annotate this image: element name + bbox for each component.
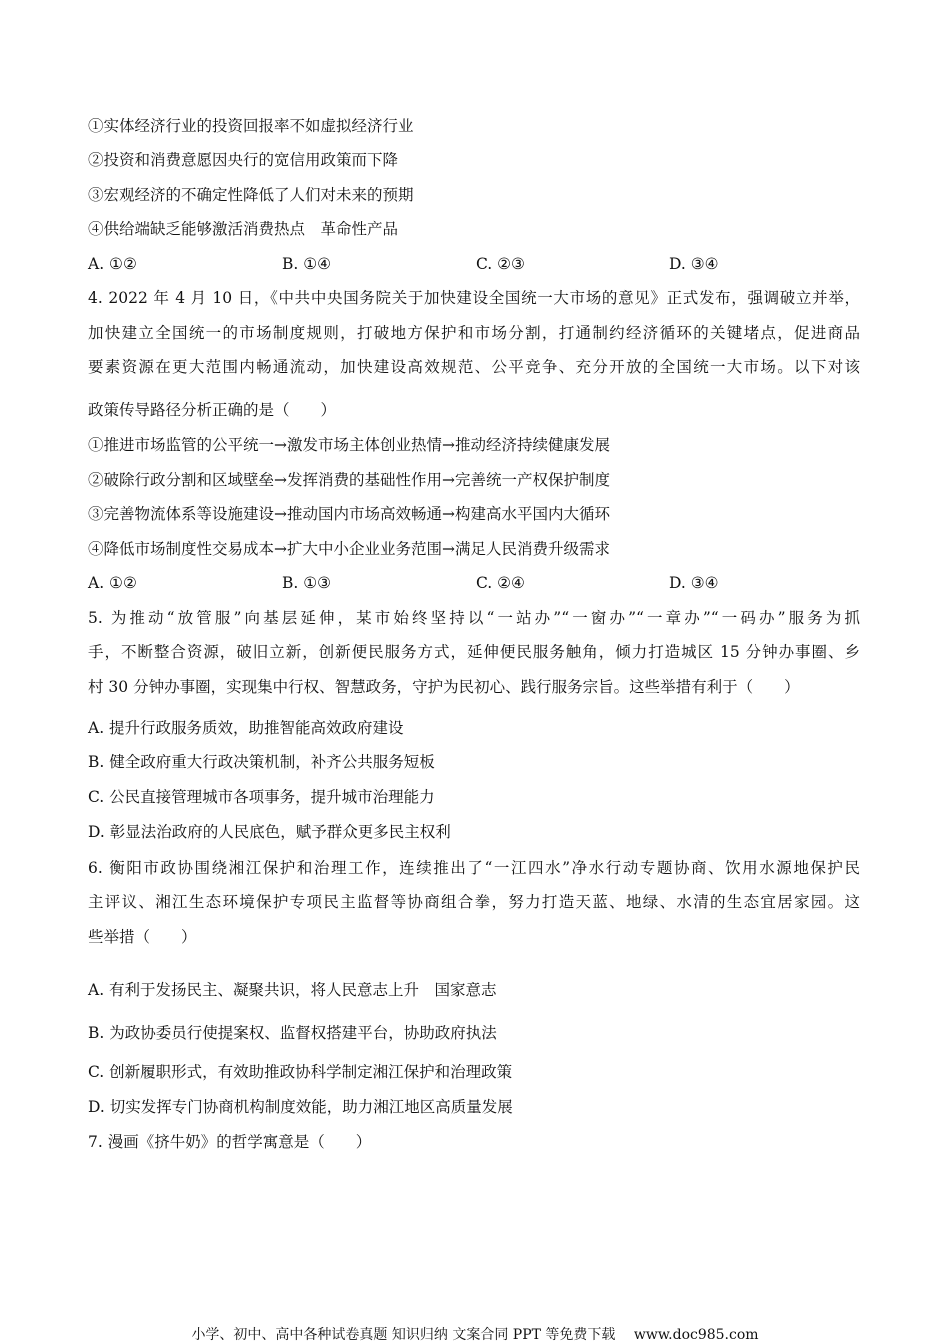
q4-statement: ②破除行政分割和区域壁垒→发挥消费的基础性作用→完善统一产权保护制度 — [88, 471, 610, 489]
q5-stem: 5. 为推动“放管服”向基层延伸，某市始终坚持以“一站办”“一窗办”“一章办”“一码办”服务为抓 — [88, 609, 860, 627]
q4-statement: ③完善物流体系等设施建设→推动国内市场高效畅通→构建高水平国内大循环 — [88, 505, 610, 523]
q4-stem: 4. 2022 年 4 月 10 日，《中共中央国务院关于加快建设全国统一大市场的意见》正式发布，强调破立并举， — [88, 289, 860, 307]
q4-stem: 加快建立全国统一的市场制度规则，打破地方保护和市场分割，打通制约经济循环的关键堵点，促进商品 — [88, 324, 860, 342]
q6-stem: 主评议、湘江生态环境保护专项民主监督等协商组合拳，努力打造天蓝、地绿、水清的生态宜居家园。这 — [88, 893, 860, 911]
q5-stem: 手，不断整合资源，破旧立新，创新便民服务方式，延伸便民服务触角，倾力打造城区 15 分钟办事圈、乡 — [88, 643, 860, 661]
q4-stem: 要素资源在更大范围内畅通流动，加快建设高效规范、公平竞争、充分开放的全国统一大市场。以下对该 — [88, 358, 860, 376]
q5-option-a: A. 提升行政服务质效，助推智能高效政府建设 — [88, 719, 404, 737]
q6-option-b: B. 为政协委员行使提案权、监督权搭建平台，协助政府执法 — [88, 1024, 497, 1042]
page-footer: 小学、初中、高中各种试卷真题 知识归纳 文案合同 PPT 等免费下载 www.doc985.com — [191, 1327, 759, 1343]
q6-option-c: C. 创新履职形式，有效助推政协科学制定湘江保护和治理政策 — [88, 1063, 513, 1081]
q4-stem: 政策传导路径分析正确的是（ ） — [88, 401, 337, 419]
q3-statement: ①实体经济行业的投资回报率不如虚拟经济行业 — [88, 117, 414, 135]
q4-option-d: D. ③④ — [669, 574, 719, 592]
q5-option-c: C. 公民直接管理城市各项事务，提升城市治理能力 — [88, 788, 435, 806]
q4-statement: ④降低市场制度性交易成本→扩大中小企业业务范围→满足人民消费升级需求 — [88, 540, 610, 558]
q5-option-d: D. 彰显法治政府的人民底色，赋予群众更多民主权利 — [88, 823, 451, 841]
q3-statement: ②投资和消费意愿因央行的宽信用政策而下降 — [88, 151, 399, 169]
q3-statement: ④供给端缺乏能够激活消费热点 革命性产品 — [88, 220, 399, 238]
q6-option-d: D. 切实发挥专门协商机构制度效能，助力湘江地区高质量发展 — [88, 1098, 513, 1116]
q3-statement: ③宏观经济的不确定性降低了人们对未来的预期 — [88, 186, 414, 204]
q5-stem: 村 30 分钟办事圈，实现集中行权、智慧政务，守护为民初心、践行服务宗旨。这些举措有利于（ ） — [88, 678, 800, 696]
q3-option-b: B. ①④ — [282, 255, 332, 273]
q6-stem: 些举措（ ） — [88, 928, 197, 946]
q6-option-a: A. 有利于发扬民主、凝聚共识，将人民意志上升 国家意志 — [88, 981, 497, 999]
q4-option-c: C. ②④ — [476, 574, 525, 592]
q3-option-c: C. ②③ — [476, 255, 525, 273]
q3-option-d: D. ③④ — [669, 255, 719, 273]
q6-stem: 6. 衡阳市政协围绕湘江保护和治理工作，连续推出了“一江四水”净水行动专题协商、饮用水源地保护民 — [88, 859, 860, 877]
q4-statement: ①推进市场监管的公平统一→激发市场主体创业热情→推动经济持续健康发展 — [88, 436, 610, 454]
q7-stem: 7. 漫画《挤牛奶》的哲学寓意是（ ） — [88, 1133, 372, 1151]
q3-option-a: A. ①② — [88, 255, 137, 273]
q4-option-a: A. ①② — [88, 574, 137, 592]
q5-option-b: B. 健全政府重大行政决策机制，补齐公共服务短板 — [88, 753, 435, 771]
q4-option-b: B. ①③ — [282, 574, 332, 592]
